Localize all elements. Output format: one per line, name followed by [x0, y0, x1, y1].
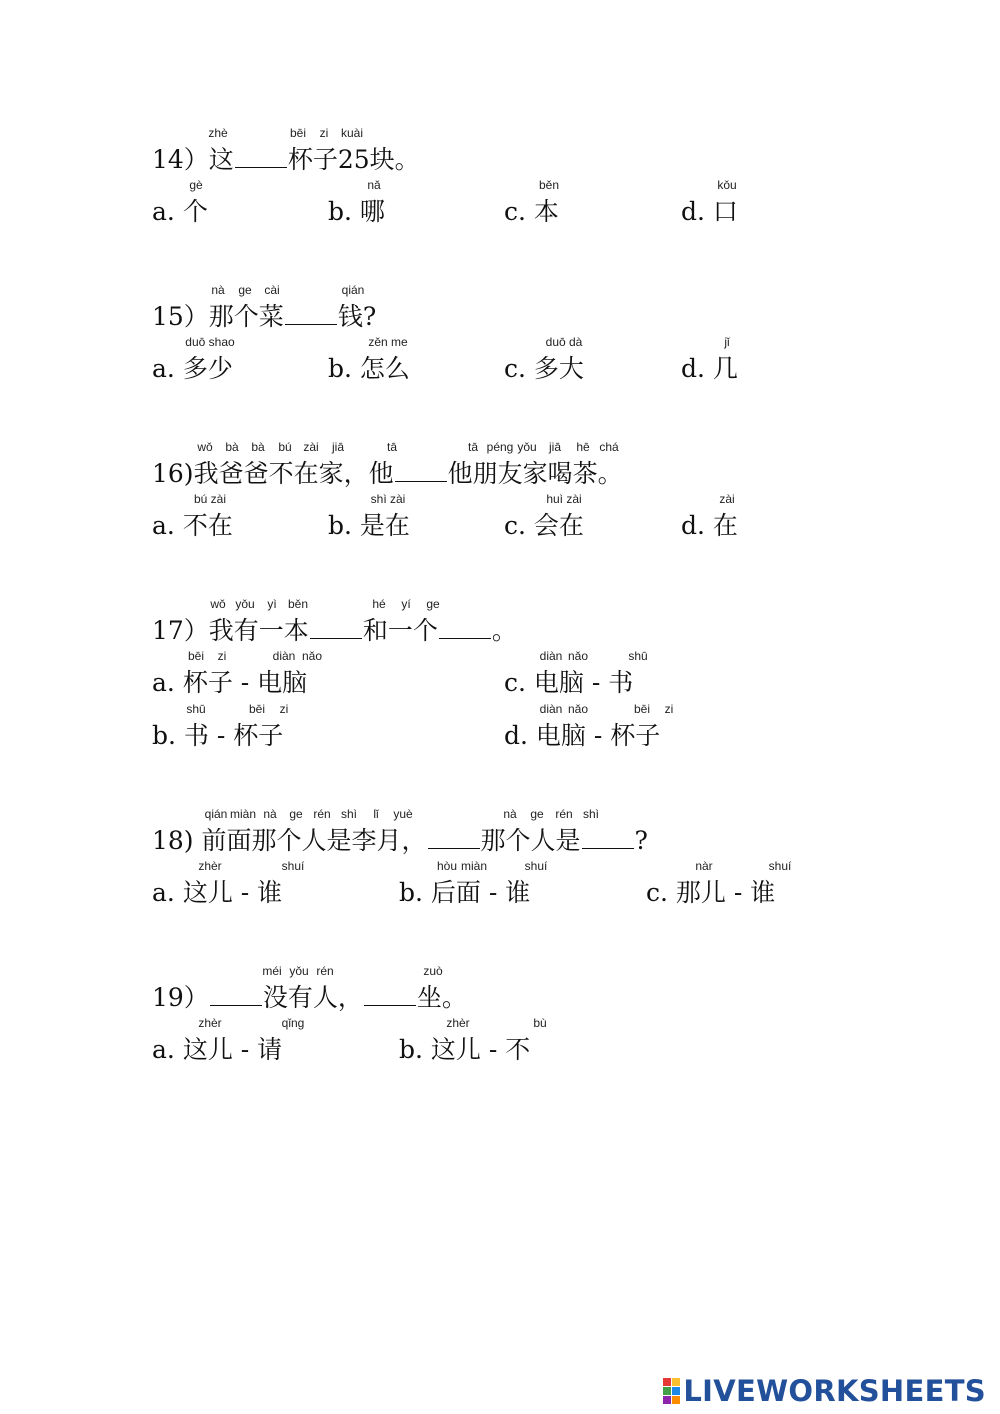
question-18	[0, 807, 1000, 867]
option-b[interactable]	[399, 877, 530, 909]
option-text: 这儿 - 请	[182, 1035, 283, 1064]
pinyin: shì	[582, 807, 600, 821]
option-b[interactable]	[328, 353, 410, 385]
option-d[interactable]	[681, 196, 738, 228]
option-c[interactable]	[504, 196, 559, 228]
option-letter: c.	[504, 197, 526, 226]
options-17-row1	[0, 649, 1000, 709]
pinyin: bēi	[248, 702, 266, 716]
pinyin: zěn me	[368, 335, 408, 349]
option-a[interactable]	[152, 196, 208, 228]
option-letter: a.	[152, 511, 175, 540]
options-17-row2	[0, 702, 1000, 762]
option-text: 是在	[359, 511, 410, 540]
option-text: 本	[533, 197, 559, 226]
option-letter: c.	[504, 668, 526, 697]
options-18	[0, 859, 1000, 919]
question-text	[152, 301, 376, 333]
pinyin: lǐ	[373, 807, 379, 821]
logo-square	[672, 1396, 680, 1404]
option-letter: b.	[399, 878, 423, 907]
option-text: 哪	[359, 197, 385, 226]
logo-square	[663, 1396, 671, 1404]
option-letter: b.	[328, 511, 352, 540]
pinyin: diàn	[539, 702, 563, 716]
options-14	[0, 178, 1000, 238]
pinyin: wǒ	[197, 440, 213, 454]
option-a[interactable]	[152, 877, 282, 909]
pinyin: shì zài	[370, 492, 406, 506]
logo-square	[672, 1387, 680, 1395]
option-c[interactable]	[646, 877, 775, 909]
pinyin: miàn	[460, 859, 488, 873]
option-b[interactable]	[328, 510, 410, 542]
pinyin: huì zài	[546, 492, 582, 506]
option-text: 不在	[182, 511, 233, 540]
pinyin: péng	[486, 440, 514, 454]
pinyin: bà	[225, 440, 239, 454]
question-text	[152, 144, 420, 176]
answer-blank[interactable]	[285, 302, 337, 325]
prompt-part: 钱?	[337, 302, 377, 331]
pinyin: zi	[319, 126, 329, 140]
pinyin: běn	[287, 597, 309, 611]
prompt-part: 14）这	[152, 145, 234, 174]
pinyin: bēi	[187, 649, 205, 663]
option-text: 电脑 - 杯子	[535, 721, 661, 750]
pinyin: tā	[386, 440, 398, 454]
watermark-text: LIVEWORKSHEETS	[683, 1374, 986, 1408]
pinyin: nǎ	[367, 178, 381, 192]
prompt-part: 他朋友家喝茶。	[447, 459, 623, 488]
option-text: 这儿 - 不	[430, 1035, 531, 1064]
pinyin: yǒu	[289, 964, 309, 978]
option-b[interactable]	[152, 720, 283, 752]
pinyin: zhèr	[198, 859, 222, 873]
prompt-part: 。	[491, 616, 517, 645]
prompt-part: 坐。	[416, 983, 467, 1012]
pinyin: zhèr	[198, 1016, 222, 1030]
pinyin: duō shao	[185, 335, 235, 349]
pinyin: zi	[279, 702, 289, 716]
pinyin: shuí	[281, 859, 305, 873]
option-b[interactable]	[328, 196, 385, 228]
pinyin: shuí	[768, 859, 792, 873]
option-a[interactable]	[152, 667, 307, 699]
pinyin: zuò	[423, 964, 443, 978]
option-a[interactable]	[152, 1034, 282, 1066]
option-letter: d.	[681, 197, 705, 226]
option-letter: a.	[152, 1035, 175, 1064]
option-d[interactable]	[504, 720, 660, 752]
question-text	[152, 982, 467, 1014]
pinyin: ge	[426, 597, 440, 611]
pinyin: bú zài	[193, 492, 227, 506]
question-text	[152, 458, 623, 490]
option-b[interactable]	[399, 1034, 530, 1066]
pinyin: bù	[533, 1016, 547, 1030]
pinyin: bú	[278, 440, 292, 454]
prompt-part: 16)我爸爸不在家，他	[152, 459, 394, 488]
answer-blank[interactable]	[582, 826, 634, 849]
option-letter: a.	[152, 668, 175, 697]
pinyin: qián	[341, 283, 365, 297]
option-d[interactable]	[681, 353, 738, 385]
option-letter: c.	[504, 354, 526, 383]
option-text: 多少	[182, 354, 233, 383]
pinyin: yí	[401, 597, 411, 611]
pinyin: jiā	[548, 440, 562, 454]
pinyin: diàn	[539, 649, 563, 663]
option-text: 几	[712, 354, 738, 383]
pinyin: diàn	[272, 649, 296, 663]
pinyin: bà	[251, 440, 265, 454]
prompt-part: 17）我有一本	[152, 616, 309, 645]
pinyin: méi	[262, 964, 282, 978]
pinyin: bēi	[289, 126, 307, 140]
pinyin: shuí	[524, 859, 548, 873]
option-text: 个	[182, 197, 208, 226]
prompt-part: 18) 前面那个人是李月，	[152, 826, 427, 855]
option-text: 会在	[533, 511, 584, 540]
prompt-part: 19）	[152, 983, 209, 1012]
pinyin: cài	[264, 283, 280, 297]
option-letter: a.	[152, 354, 175, 383]
pinyin: zi	[664, 702, 674, 716]
option-letter: a.	[152, 878, 175, 907]
pinyin: shū	[186, 702, 206, 716]
option-letter: b.	[328, 197, 352, 226]
pinyin: zài	[303, 440, 319, 454]
option-text: 杯子 - 电脑	[182, 668, 308, 697]
pinyin: zhèr	[446, 1016, 470, 1030]
option-letter: b.	[152, 721, 176, 750]
pinyin: běn	[538, 178, 560, 192]
option-letter: c.	[646, 878, 668, 907]
pinyin: gè	[189, 178, 203, 192]
pinyin: shū	[628, 649, 648, 663]
option-c[interactable]	[504, 667, 633, 699]
option-text: 多大	[533, 354, 584, 383]
option-letter: c.	[504, 511, 526, 540]
pinyin: bēi	[633, 702, 651, 716]
pinyin: ge	[238, 283, 252, 297]
option-text: 怎么	[359, 354, 410, 383]
option-letter: b.	[328, 354, 352, 383]
pinyin: ge	[289, 807, 303, 821]
pinyin: nàr	[695, 859, 713, 873]
pinyin: yuè	[393, 807, 413, 821]
option-a[interactable]	[152, 353, 233, 385]
pinyin: nà	[263, 807, 277, 821]
pinyin: jiā	[331, 440, 345, 454]
prompt-part: 没有人，	[262, 983, 363, 1012]
pinyin: ge	[530, 807, 544, 821]
prompt-part: 15）那个菜	[152, 302, 284, 331]
option-c[interactable]	[504, 510, 584, 542]
answer-blank[interactable]	[310, 616, 362, 639]
answer-blank[interactable]	[235, 145, 287, 168]
pinyin: nǎo	[567, 702, 589, 716]
question-text	[152, 615, 517, 647]
prompt-part: 杯子25块。	[287, 145, 420, 174]
pinyin: duō dà	[545, 335, 583, 349]
pinyin: nà	[503, 807, 517, 821]
answer-blank[interactable]	[210, 983, 262, 1006]
pinyin: jǐ	[724, 335, 730, 349]
pinyin: nǎo	[567, 649, 589, 663]
option-text: 电脑 - 书	[533, 668, 634, 697]
pinyin: wǒ	[210, 597, 226, 611]
pinyin: kuài	[340, 126, 364, 140]
question-14	[0, 126, 1000, 186]
option-c[interactable]	[504, 353, 584, 385]
pinyin: yǒu	[517, 440, 537, 454]
pinyin: rén	[555, 807, 573, 821]
question-19	[0, 964, 1000, 1024]
question-15	[0, 283, 1000, 343]
pinyin: qián	[204, 807, 228, 821]
pinyin: miàn	[229, 807, 257, 821]
pinyin: zhè	[208, 126, 228, 140]
pinyin: zi	[217, 649, 227, 663]
question-text	[152, 825, 648, 857]
option-text: 后面 - 谁	[430, 878, 531, 907]
prompt-part: 那个人是	[480, 826, 581, 855]
pinyin: nǎo	[301, 649, 323, 663]
logo-square	[663, 1387, 671, 1395]
option-text: 这儿 - 谁	[182, 878, 283, 907]
pinyin: chá	[599, 440, 619, 454]
liveworksheets-watermark	[663, 1374, 986, 1408]
pinyin: hòu	[436, 859, 458, 873]
option-letter: d.	[681, 354, 705, 383]
option-letter: b.	[399, 1035, 423, 1064]
question-16	[0, 440, 1000, 500]
pinyin: hē	[576, 440, 590, 454]
option-text: 在	[712, 511, 738, 540]
answer-blank[interactable]	[439, 616, 491, 639]
pinyin: rén	[313, 807, 331, 821]
pinyin: tā	[467, 440, 479, 454]
pinyin: yǒu	[235, 597, 255, 611]
option-letter: d.	[504, 721, 528, 750]
option-letter: d.	[681, 511, 705, 540]
option-text: 口	[712, 197, 738, 226]
answer-blank[interactable]	[364, 983, 416, 1006]
options-15	[0, 335, 1000, 395]
option-a[interactable]	[152, 510, 233, 542]
logo-square	[672, 1378, 680, 1386]
options-19	[0, 1016, 1000, 1076]
pinyin: yì	[267, 597, 277, 611]
option-d[interactable]	[681, 510, 738, 542]
pinyin: shì	[340, 807, 358, 821]
pinyin: zài	[719, 492, 735, 506]
answer-blank[interactable]	[395, 459, 447, 482]
options-16	[0, 492, 1000, 552]
answer-blank[interactable]	[428, 826, 480, 849]
pinyin: nà	[211, 283, 225, 297]
logo-square	[663, 1378, 671, 1386]
pinyin: hé	[372, 597, 386, 611]
prompt-part: 和一个	[362, 616, 438, 645]
option-text: 书 - 杯子	[183, 721, 284, 750]
prompt-part: ?	[634, 826, 648, 855]
option-letter: a.	[152, 197, 175, 226]
pinyin: rén	[316, 964, 334, 978]
question-17	[0, 597, 1000, 657]
pinyin: qǐng	[281, 1016, 305, 1030]
liveworksheets-logo-icon	[663, 1378, 680, 1404]
pinyin: kǒu	[717, 178, 737, 192]
option-text: 那儿 - 谁	[675, 878, 776, 907]
